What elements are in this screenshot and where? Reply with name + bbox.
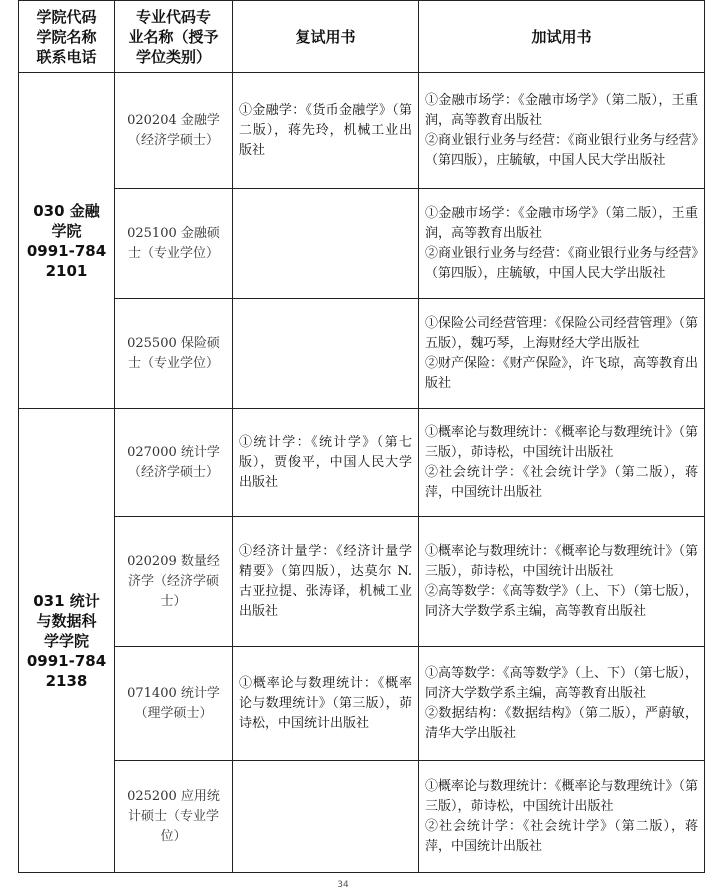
header-retest-books: 复试用书 — [233, 1, 419, 73]
retest-books-cell — [233, 189, 419, 299]
extra-books-cell — [419, 761, 705, 873]
major-cell: 025100 金融硕士（专业学位） — [115, 189, 233, 299]
header-extra-books: 加试用书 — [419, 1, 705, 73]
college-cell — [19, 409, 115, 873]
book-entry: ①保险公司经营管理：《保险公司经营管理》（第五版），魏巧琴，上海财经大学出版社 — [425, 315, 699, 351]
book-list-table — [18, 0, 705, 873]
table-row — [19, 299, 705, 409]
table-row — [19, 761, 705, 873]
retest-books-cell — [233, 761, 419, 873]
college-line: 0991-784 — [26, 651, 107, 670]
extra-books-cell — [419, 189, 705, 299]
college-line: 2138 — [45, 671, 88, 690]
major-cell: 025500 保险硕士（专业学位） — [115, 299, 233, 409]
college-cell — [19, 73, 115, 409]
table-row — [19, 409, 705, 517]
retest-books-cell — [233, 409, 419, 517]
retest-books-cell — [233, 647, 419, 761]
header-college-line: 联系电话 — [36, 47, 97, 66]
college-line: 0991-784 — [26, 241, 107, 260]
book-entry: ②商业银行业务与经营：《商业银行业务与经营》（第四版），庄毓敏，中国人民大学出版社 — [425, 245, 699, 281]
extra-books-cell — [419, 409, 705, 517]
college-line: 学院 — [51, 221, 82, 240]
major-cell: 027000 统计学（经济学硕士） — [115, 409, 233, 517]
book-entry: ①概率论与数理统计：《概率论与数理统计》（第三版），茆诗松，中国统计出版社 — [425, 543, 699, 579]
extra-books-cell — [419, 647, 705, 761]
extra-books-cell — [419, 299, 705, 409]
retest-books-cell — [233, 517, 419, 647]
major-cell: 071400 统计学（理学硕士） — [115, 647, 233, 761]
extra-books-cell — [419, 517, 705, 647]
retest-books-cell — [233, 299, 419, 409]
extra-books-cell — [419, 73, 705, 189]
book-entry: ②社会统计学：《社会统计学》（第二版），蒋萍，中国统计出版社 — [425, 818, 698, 854]
page-number: 34 — [337, 880, 349, 890]
book-entry: ①金融市场学：《金融市场学》（第二版），王重润，高等教育出版社 — [425, 205, 698, 241]
college-line: 030 金融 — [33, 201, 100, 220]
page — [18, 0, 704, 873]
college-line: 031 统计 — [33, 591, 100, 610]
book-entry: ②社会统计学：《社会统计学》（第二版），蒋萍，中国统计出版社 — [425, 464, 698, 500]
book-entry: ②财产保险：《财产保险》，许飞琼，高等教育出版社 — [425, 355, 699, 391]
book-entry: ①金融学：《货币金融学》（第二版），蒋先玲，机械工业出版社 — [239, 102, 412, 158]
header-major-line: 学位类别） — [135, 47, 211, 66]
header-college-line: 学院代码 — [36, 7, 97, 26]
book-entry: ①概率论与数理统计：《概率论与数理统计》（第三版），茆诗松，中国统计出版社 — [425, 424, 699, 460]
book-entry: ①金融市场学：《金融市场学》（第二版），王重润，高等教育出版社 — [425, 92, 698, 128]
major-cell: 025200 应用统计硕士（专业学位） — [115, 761, 233, 873]
college-line: 与数据科 — [36, 611, 97, 630]
book-entry: ①概率论与数理统计：《概率论与数理统计》（第三版），茆诗松，中国统计出版社 — [239, 675, 412, 731]
table-row — [19, 73, 705, 189]
book-entry: ②高等数学：《高等数学》（上、下）（第七版），同济大学数学系主编，高等教育出版社 — [425, 583, 699, 619]
table-header-row — [19, 1, 705, 73]
college-line: 学学院 — [43, 631, 89, 650]
table-row — [19, 647, 705, 761]
header-major-line: 业名称（授予 — [128, 27, 219, 46]
book-entry: ①高等数学：《高等数学》（上、下）（第七版），同济大学数学系主编，高等教育出版社 — [425, 665, 699, 701]
book-entry: ①统计学：《统计学》（第七版），贾俊平，中国人民大学出版社 — [239, 434, 412, 490]
book-entry: ①概率论与数理统计：《概率论与数理统计》（第三版），茆诗松，中国统计出版社 — [425, 778, 699, 814]
book-entry: ②数据结构：《数据结构》（第二版），严蔚敏，清华大学出版社 — [425, 705, 698, 741]
college-line: 2101 — [45, 261, 88, 280]
table-row — [19, 189, 705, 299]
header-major-line: 专业代码专 — [135, 7, 211, 26]
header-college — [19, 1, 115, 73]
major-cell: 020209 数量经济学（经济学硕士） — [115, 517, 233, 647]
header-college-line: 学院名称 — [36, 27, 97, 46]
table-row — [19, 517, 705, 647]
book-entry: ①经济计量学：《经济计量学精要》（第四版），达莫尔 N. 古亚拉提、张涛译，机械工业出版社 — [239, 543, 412, 619]
header-major — [115, 1, 233, 73]
major-cell: 020204 金融学（经济学硕士） — [115, 73, 233, 189]
book-entry: ②商业银行业务与经营：《商业银行业务与经营》（第四版），庄毓敏，中国人民大学出版社 — [425, 132, 699, 168]
retest-books-cell — [233, 73, 419, 189]
